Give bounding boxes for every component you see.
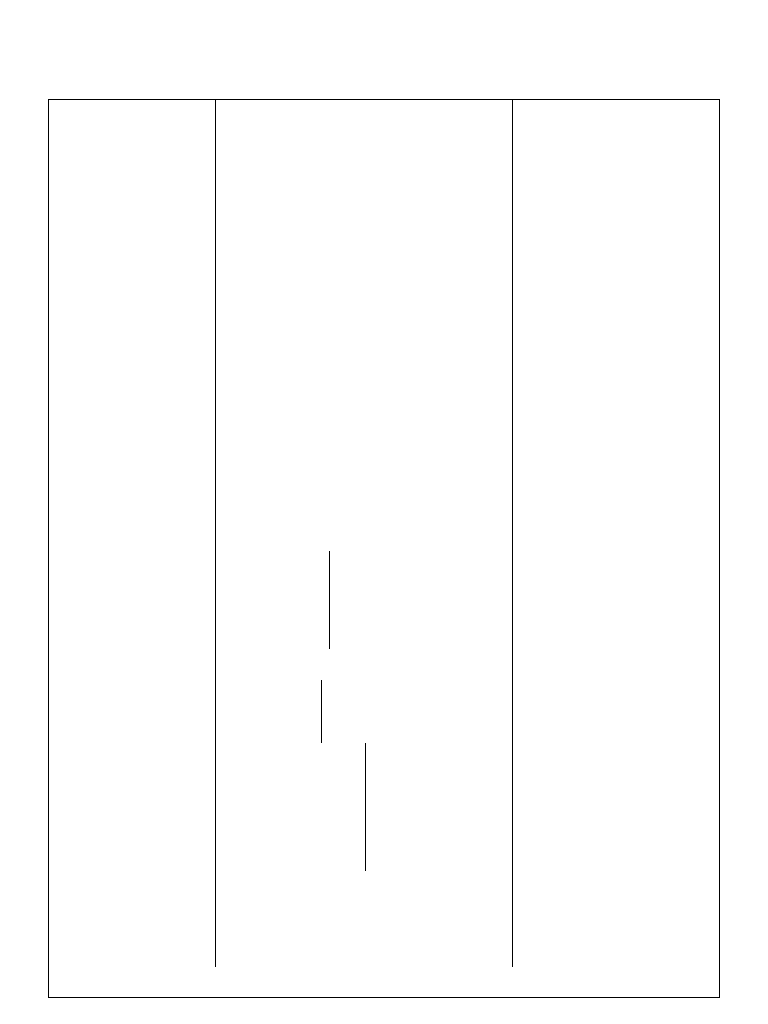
symbology-table [48, 99, 720, 998]
symbol-drawings [49, 100, 721, 999]
